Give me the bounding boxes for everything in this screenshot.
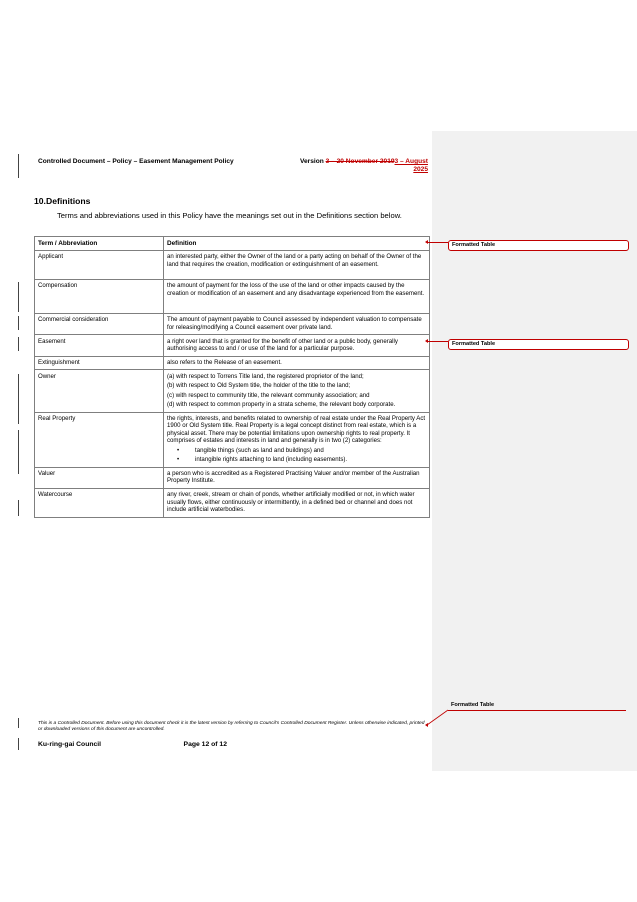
owner-item: (a) with respect to Torrens Title land, the registered proprietor of the land; bbox=[167, 372, 364, 380]
table-row bbox=[35, 370, 430, 412]
footer-organisation: Ku-ring-gai Council bbox=[38, 741, 102, 748]
definition-cell: the amount of payment for the loss of the use of the land or other impacts caused by the creation or modification of an easement and any disadvantage experienced from the easement. bbox=[164, 279, 430, 313]
change-bar bbox=[18, 738, 19, 750]
definition-cell: any river, creek, stream or chain of ponds, whether artificially modified or not, in which water usually flows, either continuously or intermittently, in a defined bed or channel and does not include artificial waterbodies. bbox=[164, 488, 430, 517]
owner-item: (b) with respect to Old System title, the holder of the title to the land; bbox=[167, 382, 351, 390]
term-cell: Compensation bbox=[35, 279, 164, 313]
column-header-definition: Definition bbox=[164, 237, 430, 251]
definition-cell bbox=[164, 412, 430, 467]
comment-pane bbox=[432, 131, 637, 771]
definition-cell: also refers to the Release of an easement. bbox=[164, 356, 430, 370]
definition-text: the rights, interests, and benefits related to ownership of real estate under the Real Property Act 1900 or Old System title. Real Property is a legal concept distinct from real estate, which is a physical asset. There may be potential limitations upon ownership rights to real property. It comprises of estates and interests in land and generally is in two (2) categories: bbox=[167, 415, 426, 445]
term-cell: Watercourse bbox=[35, 488, 164, 517]
version-info bbox=[300, 158, 428, 175]
change-bar bbox=[18, 430, 19, 474]
table-row bbox=[35, 356, 430, 370]
owner-item: (c) with respect to community title, the relevant community association; and bbox=[167, 391, 370, 399]
section-title: Definitions bbox=[46, 196, 91, 206]
table-row bbox=[35, 250, 430, 279]
definition-cell: an interested party, either the Owner of the land or a party acting on behalf of the Owner of the land that requires the creation, modification or extinguishment of an easement. bbox=[164, 250, 430, 279]
definition-cell: a person who is accredited as a Registered Practising Valuer and/or member of the Australian Property Institute. bbox=[164, 467, 430, 488]
table-row bbox=[35, 313, 430, 334]
definition-cell: a right over land that is granted for the benefit of other land or a public body, generally authorising access to and / or use of the land for a particular purpose. bbox=[164, 335, 430, 356]
change-bar bbox=[18, 316, 19, 330]
term-cell: Owner bbox=[35, 370, 164, 412]
version-label: Version bbox=[299, 158, 326, 165]
comment-anchor-icon bbox=[425, 723, 428, 727]
change-bar bbox=[18, 154, 19, 178]
table-row bbox=[35, 467, 430, 488]
comment-leader-diagonal bbox=[426, 709, 450, 727]
comment-balloon[interactable]: Formatted Table bbox=[451, 702, 495, 708]
section-heading bbox=[34, 196, 90, 206]
change-bar bbox=[18, 500, 19, 516]
comment-leader-line bbox=[448, 710, 626, 711]
comment-balloon[interactable]: Formatted Table bbox=[448, 240, 629, 251]
footer-page-number: Page 12 of 12 bbox=[183, 741, 227, 748]
change-bar bbox=[18, 337, 19, 351]
owner-item: (d) with respect to common property in a strata scheme, the relevant body corporate. bbox=[167, 401, 396, 409]
definitions-table bbox=[34, 236, 430, 518]
version-deleted: 3 – 20 November 2019 bbox=[325, 158, 395, 165]
table-row bbox=[35, 335, 430, 356]
section-number: 10. bbox=[34, 196, 46, 206]
definition-cell: The amount of payment payable to Council assessed by independent valuation to compensate for releasing/modifying a Council easement over private land. bbox=[164, 313, 430, 334]
table-header-row bbox=[35, 237, 430, 251]
change-bar bbox=[18, 282, 19, 312]
table-row bbox=[35, 279, 430, 313]
change-bar bbox=[18, 718, 19, 728]
comment-balloon[interactable]: Formatted Table bbox=[448, 339, 629, 350]
term-cell: Commercial consideration bbox=[35, 313, 164, 334]
document-title: Controlled Document – Policy – Easement Management Policy bbox=[38, 158, 234, 165]
version-inserted: 3 – August bbox=[394, 158, 428, 165]
change-bar bbox=[18, 374, 19, 424]
term-cell: Valuer bbox=[35, 467, 164, 488]
term-cell: Extinguishment bbox=[35, 356, 164, 370]
table-row bbox=[35, 488, 430, 517]
table-row bbox=[35, 412, 430, 467]
bullet-item: • intangible rights attaching to land (including easements). bbox=[167, 456, 426, 463]
term-cell: Real Property bbox=[35, 412, 164, 467]
version-inserted-year: 2025 bbox=[413, 166, 428, 174]
term-cell: Easement bbox=[35, 335, 164, 356]
comment-leader-line bbox=[428, 242, 448, 243]
controlled-document-notice: This is a Controlled Document. Before using this document check it is the latest version by referring to Council's Controlled Document Register. Unless otherwise indicated, printed or downloaded versions of this document are uncontrolled. bbox=[38, 721, 425, 732]
bullet-item: • tangible things (such as land and buildings) and bbox=[167, 447, 426, 454]
comment-leader-line bbox=[428, 341, 448, 342]
definition-cell bbox=[164, 370, 430, 412]
column-header-term: Term / Abbreviation bbox=[35, 237, 164, 251]
section-intro: Terms and abbreviations used in this Policy have the meanings set out in the Definitions section below. bbox=[57, 211, 402, 220]
term-cell: Applicant bbox=[35, 250, 164, 279]
